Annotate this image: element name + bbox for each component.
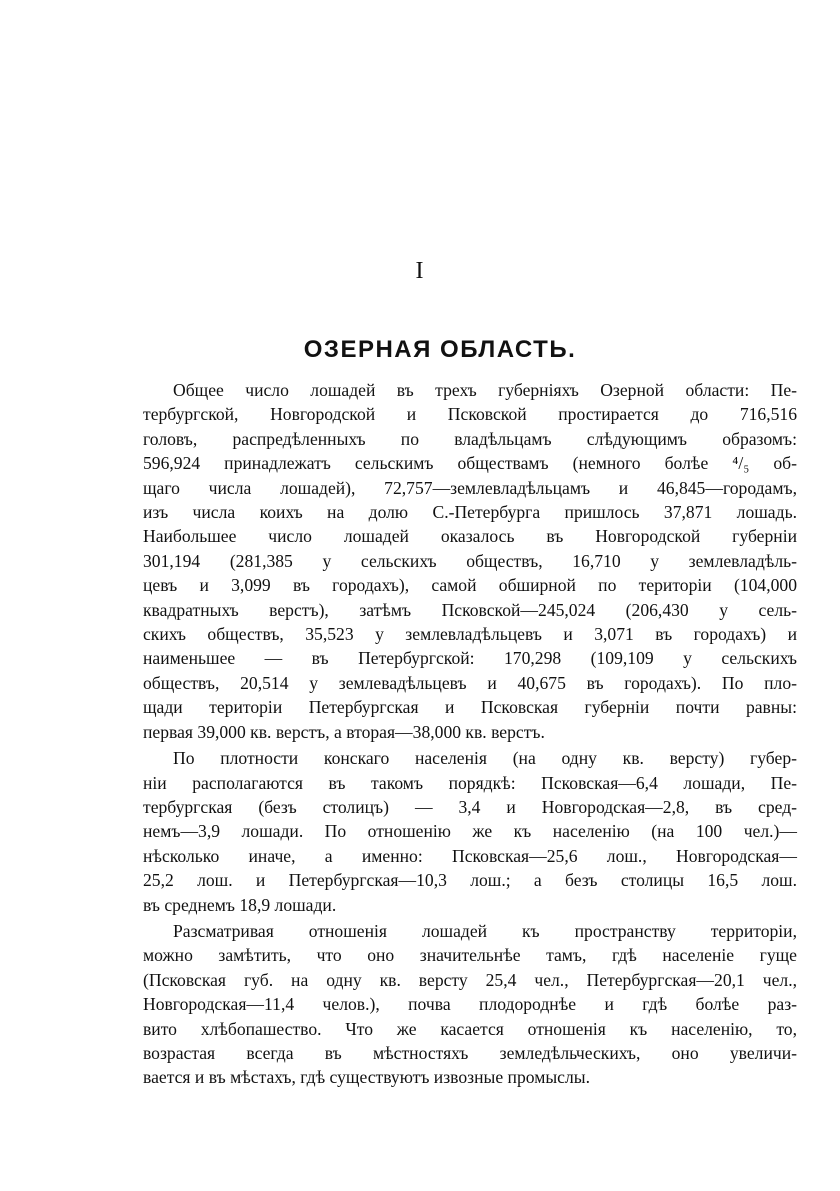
text-line: щаго числа лошадей), 72,757—землевладѣльцамъ и 46,845—городамъ, — [143, 477, 797, 498]
text-line: квадратныхъ верстъ), затѣмъ Псковской—245,024 (206,430 у сель- — [143, 599, 797, 620]
text-line: въ среднемъ 18,9 лошади. — [143, 894, 337, 915]
text-line: изъ числа коихъ на долю С.-Петербурга пришлось 37,871 лошадь. — [143, 502, 797, 523]
text-line: головъ, распредѣленныхъ по владѣльцамъ слѣдующимъ образомъ: — [143, 428, 797, 449]
text-line: немъ—3,9 лошади. По отношенію же къ населенію (на 100 чел.)— — [143, 821, 797, 842]
text-line: обществъ, 20,514 у землевадѣльцевъ и 40,675 въ городахъ). По пло- — [143, 672, 797, 693]
text-line: 596,924 принадлежатъ сельскимъ обществамъ (немного болѣе ⁴/₅ об- — [143, 453, 797, 474]
text-line: Наибольшее число лошадей оказалось въ Новгородской губерніи — [143, 526, 797, 547]
text-line: скихъ обществъ, 35,523 у землевладѣльцевъ и 3,071 въ городахъ) и — [143, 624, 797, 645]
paragraph-1 — [143, 378, 797, 744]
text-line: Общее число лошадей въ трехъ губерніяхъ Озерной области: Пе- — [173, 380, 797, 400]
text-line: щади територіи Петербургская и Псковская губерніи почти равны: — [143, 697, 797, 718]
paragraph-3 — [143, 919, 797, 1090]
text-line: 25,2 лош. и Петербургская—10,3 лош.; а безъ столицы 16,5 лош. — [143, 870, 797, 891]
body-text — [143, 378, 797, 1090]
chapter-number: I — [415, 258, 425, 284]
text-line: тербургская (безъ столицъ) — 3,4 и Новгородская—2,8, въ сред- — [143, 796, 797, 817]
text-line: нѣсколько иначе, а именно: Псковская—25,6 лош., Новгородская— — [143, 845, 797, 866]
text-line: ніи располагаются въ такомъ порядкѣ: Псковская—6,4 лошади, Пе- — [143, 772, 797, 793]
text-line: (Псковская губ. на одну кв. версту 25,4 чел., Петербургская—20,1 чел., — [143, 969, 797, 990]
text-line: первая 39,000 кв. верстъ, а вторая—38,000 кв. верстъ. — [143, 721, 545, 742]
text-line: возрастая всегда въ мѣстностяхъ земледѣльческихъ, оно увеличи- — [143, 1042, 797, 1063]
text-line: тербургской, Новгородской и Псковской простирается до 716,516 — [143, 404, 797, 425]
text-line: вается и въ мѣстахъ, гдѣ существуютъ извозные промыслы. — [143, 1067, 590, 1088]
text-line: По плотности конскаго населенія (на одну кв. версту) губер- — [173, 748, 797, 769]
chapter-title: ОЗЕРНАЯ ОБЛАСТЬ. — [303, 336, 577, 363]
text-line: Разсматривая отношенія лошадей къ пространству территоріи, — [173, 920, 797, 941]
text-line: Новгородская—11,4 челов.), почва плодороднѣе и гдѣ болѣе раз- — [143, 994, 797, 1015]
text-line: вито хлѣбопашество. Что же касается отношенія къ населенію, то, — [143, 1018, 797, 1039]
text-line: наименьшее — въ Петербургской: 170,298 (109,109 у сельскихъ — [143, 648, 797, 669]
text-line: цевъ и 3,099 въ городахъ), самой обширной по територіи (104,000 — [143, 575, 797, 596]
text-line: можно замѣтить, что оно значительнѣе тамъ, гдѣ населеніе гуще — [143, 945, 797, 966]
paragraph-2 — [143, 746, 797, 917]
text-line: 301,194 (281,385 у сельскихъ обществъ, 16,710 у землевладѣль- — [143, 550, 797, 571]
